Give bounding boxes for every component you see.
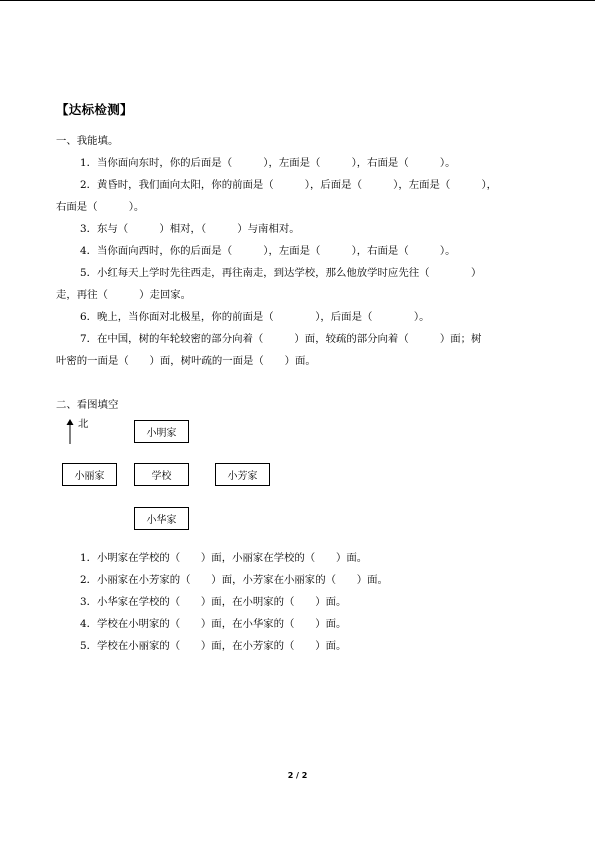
question-line: 6．晚上，当你面对北极星，你的前面是（ ），后面是（ ）。 <box>80 311 430 323</box>
diagram-question: 1．小明家在学校的（ ）面，小丽家在学校的（ ）面。 <box>80 552 368 564</box>
section2-title: 二、看图填空 <box>56 399 119 411</box>
box-xiaofang: 小芳家 <box>215 463 270 486</box>
box-xiaoli: 小丽家 <box>62 463 117 486</box>
box-xiaoming: 小明家 <box>134 420 189 443</box>
diagram-question: 2．小丽家在小芳家的（ ）面，小芳家在小丽家的（ ）面。 <box>80 574 388 586</box>
arrow-up-icon <box>64 418 76 446</box>
diagram-question: 5．学校在小丽家的（ ）面，在小芳家的（ ）面。 <box>80 640 347 652</box>
question-line: 走，再往（ ）走回家。 <box>56 289 192 301</box>
top-rule <box>0 0 595 1</box>
section-header: 【达标检测】 <box>56 102 133 117</box>
box-school: 学校 <box>134 463 189 486</box>
section1-title: 一、我能填。 <box>56 135 119 147</box>
north-label: 北 <box>78 418 89 430</box>
page-number: 2 / 2 <box>287 771 308 780</box>
question-line: 1．当你面向东时，你的后面是（ ），左面是（ ），右面是（ ）。 <box>80 157 456 169</box>
question-line: 叶密的一面是（ ）面，树叶疏的一面是（ ）面。 <box>56 355 316 367</box>
diagram-question: 3．小华家在学校的（ ）面，在小明家的（ ）面。 <box>80 596 347 608</box>
question-line: 3．东与（ ）相对，（ ）与南相对。 <box>80 223 300 235</box>
question-line: 4．当你面向西时，你的后面是（ ），左面是（ ），右面是（ ）。 <box>80 245 456 257</box>
question-line: 右面是（ ）。 <box>56 201 145 213</box>
question-line: 7．在中国，树的年轮较密的部分向着（ ）面，较疏的部分向着（ ）面；树 <box>80 333 482 345</box>
north-arrow <box>64 418 104 446</box>
question-line: 2．黄昏时，我们面向太阳，你的前面是（ ），后面是（ ），左面是（ ）， <box>80 179 498 191</box>
box-xiaohua: 小华家 <box>134 507 189 530</box>
question-line: 5．小红每天上学时先往西走，再往南走，到达学校，那么他放学时应先往（ ） <box>80 267 482 279</box>
diagram-question: 4．学校在小明家的（ ）面，在小华家的（ ）面。 <box>80 618 347 630</box>
